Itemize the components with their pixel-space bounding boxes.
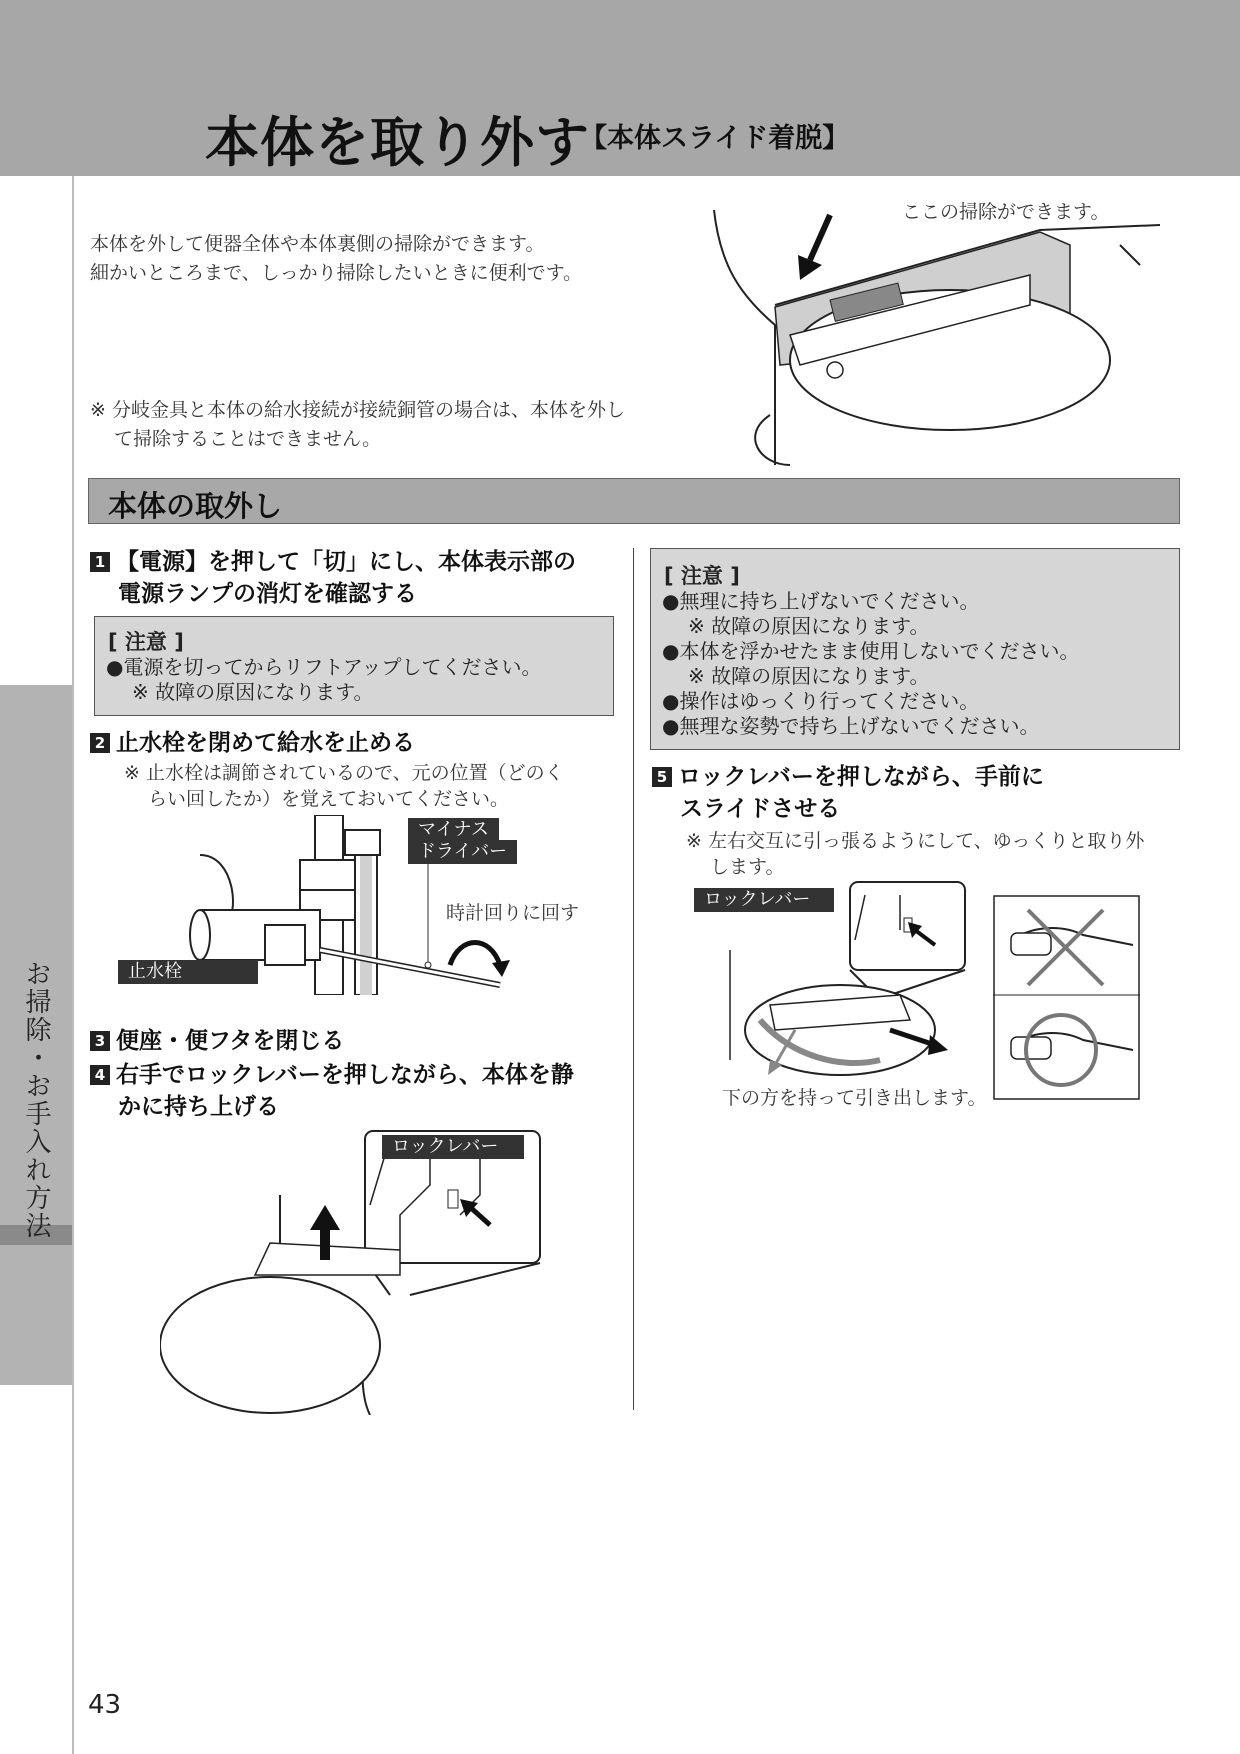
- intro-note-2: て掃除することはできません。: [114, 428, 382, 450]
- right-caution-line-4: ※ 故障の原因になります。: [688, 664, 930, 688]
- step-2-text: 止水栓を閉めて給水を止める: [116, 730, 415, 756]
- page-number: 43: [88, 1690, 122, 1720]
- side-tab-label: お掃除・お手入れ方法: [21, 960, 51, 1240]
- label-flathead-driver-1: マイナス: [408, 818, 499, 842]
- right-caution-line-6: ●無理な姿勢で持ち上げないでください。: [662, 714, 1040, 738]
- step-5-note-2: します。: [710, 856, 785, 878]
- step-4-line-1: [90, 1058, 574, 1092]
- step-5-line-2: スライドさせる: [680, 796, 841, 822]
- step-3-line-1: [90, 1024, 344, 1058]
- step-5-line-1: [652, 760, 1044, 794]
- page-subtitle: 【本体スライド着脱】: [580, 123, 850, 154]
- step-1-line-2: 電源ランプの消灯を確認する: [118, 581, 417, 607]
- step-1-caution-line-2: ※ 故障の原因になります。: [132, 680, 374, 704]
- label-lock-lever-step5: ロックレバー: [694, 888, 834, 912]
- step-1-caution-line-1: ●電源を切ってからリフトアップしてください。: [106, 655, 542, 679]
- step-4-text: 右手でロックレバーを押しながら、本体を静: [116, 1062, 574, 1088]
- step-3-number: 3: [90, 1031, 110, 1051]
- step-2-number: 2: [90, 733, 110, 753]
- side-tab: [0, 685, 72, 1385]
- column-divider: [633, 548, 634, 1410]
- lift-body-illustration: [160, 1125, 550, 1415]
- step-1-line-1: [90, 545, 576, 579]
- intro-line-2: 細かいところまで、しっかり掃除したいときに便利です。: [90, 262, 583, 284]
- step-5-number: 5: [652, 767, 672, 787]
- step-2-line-1: [90, 726, 415, 760]
- label-lock-lever-step4: ロックレバー: [382, 1135, 524, 1159]
- intro-line-1: 本体を外して便器全体や本体裏側の掃除ができます。: [90, 233, 545, 255]
- label-clockwise: 時計回りに回す: [446, 902, 580, 924]
- left-margin-rule: [72, 176, 74, 1754]
- step-4-number: 4: [90, 1065, 110, 1085]
- figure-caption-top: ここの掃除ができます。: [902, 201, 1110, 223]
- right-caution-title: [ 注意 ]: [664, 564, 740, 588]
- label-flathead-driver-2: ドライバー: [408, 840, 517, 864]
- step-5-figure-caption: 下の方を持って引き出します。: [722, 1087, 987, 1109]
- right-caution-line-1: ●無理に持ち上げないでください。: [662, 589, 980, 613]
- step-4-line-2: かに持ち上げる: [118, 1094, 279, 1120]
- right-caution-line-5: ●操作はゆっくり行ってください。: [662, 689, 980, 713]
- right-caution-line-2: ※ 故障の原因になります。: [688, 614, 930, 638]
- hand-grip-comparison-illustration: [993, 895, 1140, 1100]
- page-title: 本体を取り外す: [205, 111, 590, 174]
- step-5-note-1: ※ 左右交互に引っ張るようにして、ゆっくりと取り外: [686, 830, 1145, 852]
- step-2-note-2: らい回したか）を覚えておいてください。: [148, 788, 510, 810]
- step-1-caution-title: [ 注意 ]: [108, 630, 184, 654]
- step-1-text: 【電源】を押して「切」にし、本体表示部の: [116, 549, 576, 575]
- label-stop-valve: 止水栓: [118, 960, 258, 984]
- toilet-top-illustration: [700, 205, 1160, 470]
- step-2-note-1: ※ 止水栓は調節されているので、元の位置（どのく: [124, 762, 564, 784]
- step-5-text: ロックレバーを押しながら、手前に: [678, 764, 1044, 790]
- section-title: 本体の取外し: [108, 489, 283, 523]
- right-caution-line-3: ●本体を浮かせたまま使用しないでください。: [662, 639, 1080, 663]
- step-1-number: 1: [90, 552, 110, 572]
- intro-note-1: ※ 分岐金具と本体の給水接続が接続銅管の場合は、本体を外し: [90, 399, 625, 421]
- step-3-text: 便座・便フタを閉じる: [116, 1028, 345, 1054]
